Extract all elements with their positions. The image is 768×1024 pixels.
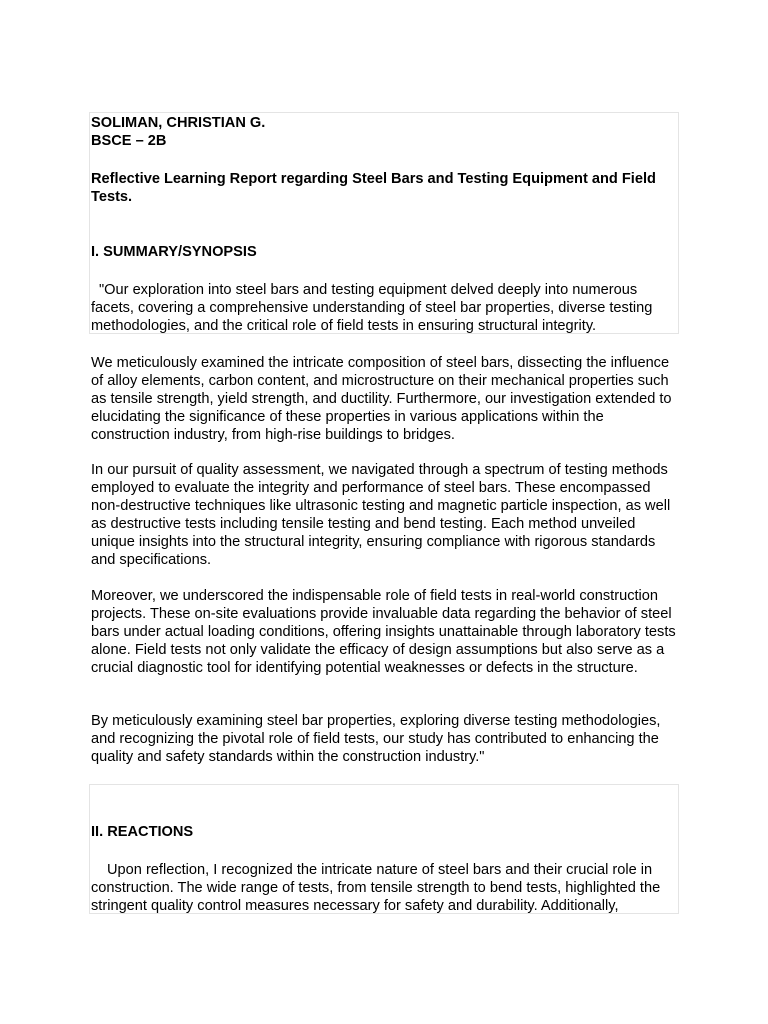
summary-paragraph-2: We meticulously examined the intricate composition of steel bars, dissecting the influence of alloy elements, carbon content, and microstructure on their mechanical properties such as tensile strength, yield strength, and ductility. Furthermore, our investigation extended to elucidating the significance of these properties in various applications within the construction industry, from high-rise buildings to bridges. <box>91 355 672 443</box>
reactions-paragraph-1: Upon reflection, I recognized the intricate nature of steel bars and their crucial role in construction. The wide range of tests, from tensile strength to bend tests, highlighted the stringent quality control measures necessary for safety and durability. Additionally, <box>91 862 661 914</box>
summary-paragraph-3: In our pursuit of quality assessment, we navigated through a spectrum of testing methods employed to evaluate the integrity and performance of steel bars. These encompassed non-destructive techniques like ultrasonic testing and magnetic particle inspection, as well as destructive tests including tensile testing and bend testing. Each method unveiled unique insights into the structural integrity, ensuring compliance with rigorous standards and specifications. <box>91 462 671 568</box>
summary-paragraph-1: "Our exploration into steel bars and testing equipment delved deeply into numerous facets, covering a comprehensive understanding of steel bar properties, diverse testing methodologies, and the critical role of field tests in ensuring structural integrity. <box>91 282 653 334</box>
summary-heading: I. SUMMARY/SYNOPSIS <box>91 244 257 260</box>
reactions-heading: II. REACTIONS <box>91 824 194 840</box>
author-name: SOLIMAN, CHRISTIAN G. <box>91 115 266 131</box>
report-title: Reflective Learning Report regarding Steel Bars and Testing Equipment and Field Tests. <box>91 171 656 205</box>
class-section: BSCE – 2B <box>91 133 167 149</box>
summary-paragraph-5: By meticulously examining steel bar properties, exploring diverse testing methodologies, and recognizing the pivotal role of field tests, our study has contributed to enhancing the quality and safety standards within the construction industry." <box>91 713 661 765</box>
summary-paragraph-4: Moreover, we underscored the indispensable role of field tests in real-world construction projects. These on-site evaluations provide invaluable data regarding the behavior of steel bars under actual loading conditions, offering insights unattainable through laboratory tests alone. Field tests not only validate the efficacy of design assumptions but also serve as a crucial diagnostic tool for identifying potential weaknesses or defects in the structure. <box>91 588 676 676</box>
